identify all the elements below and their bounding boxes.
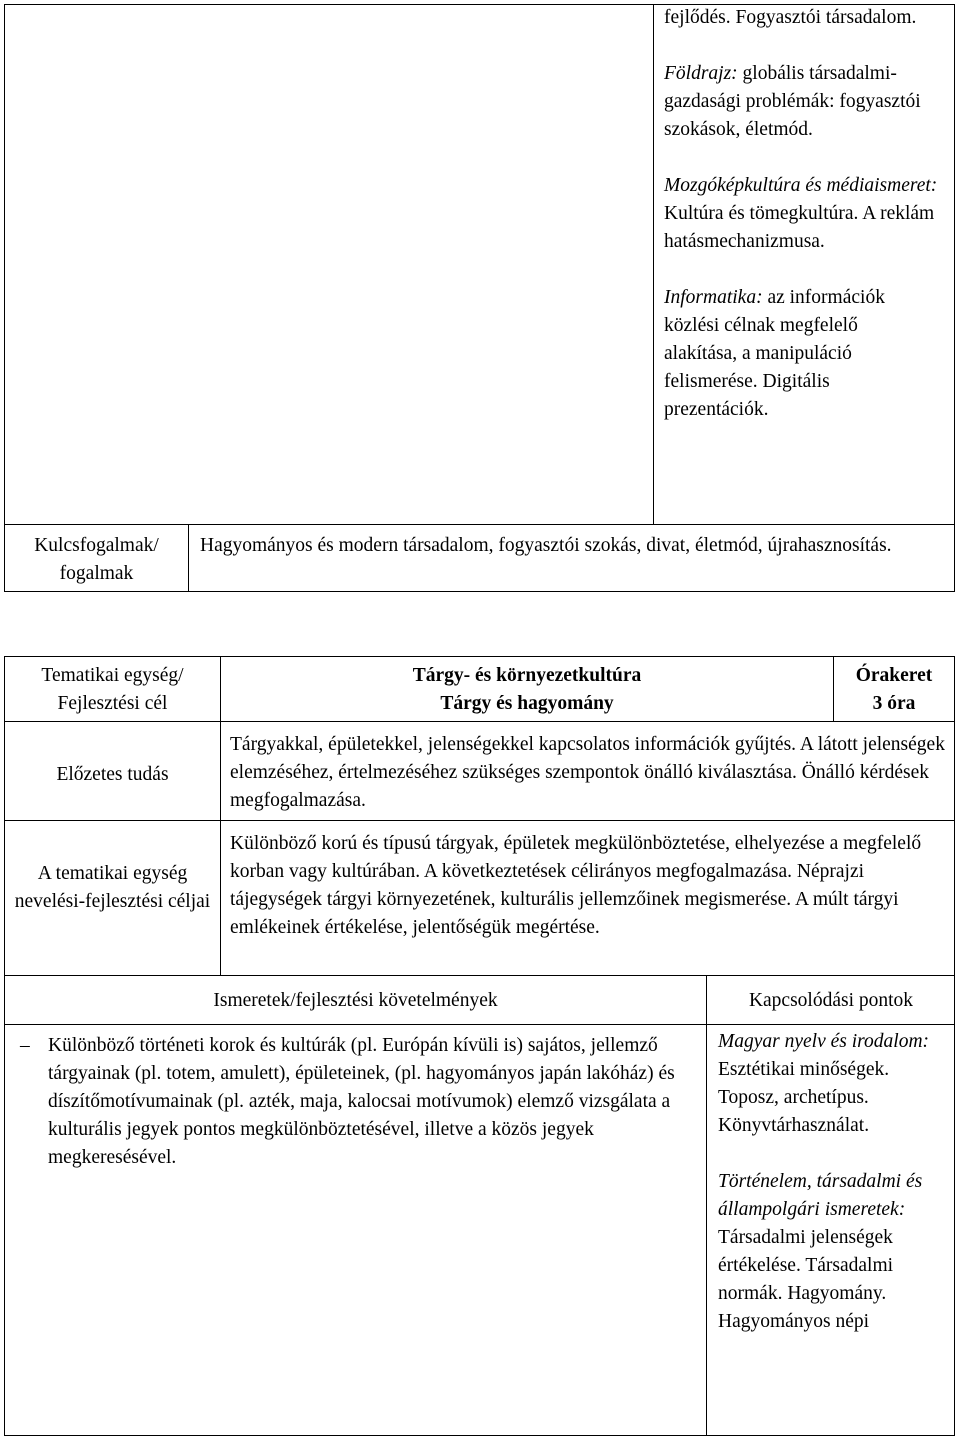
table-top-divider-left — [188, 524, 189, 592]
hours-cell — [836, 662, 952, 718]
prior-knowledge-label: Előzetes tudás — [56, 764, 169, 785]
table-top-row-divider — [4, 524, 955, 525]
unit-title — [224, 662, 830, 718]
links-paragraph: Informatika: az információk közlési célnak megfelelő alakítása, a manipuláció felismerése. Digitális prezentációk. — [664, 287, 885, 420]
unit-hours-divider — [833, 656, 834, 722]
connection-paragraph: Történelem, társadalmi és állampolgári ismeretek: Társadalmi jelenségek értékelése. Társadalmi normák. Hagyomány. Hagyományos népi — [718, 1171, 923, 1332]
list-dash-marker: – — [20, 1035, 30, 1056]
unit-row-divider-1 — [4, 721, 955, 722]
connection-paragraph: Magyar nyelv és irodalom: Esztétikai minőségek. Toposz, archetípus. Könyvtárhasználat. — [718, 1031, 930, 1136]
prior-knowledge-text: Tárgyakkal, épületekkel, jelenségekkel kapcsolatos információk gyűjtés. A látott jelenségek elemzéséhez, értelmezéséhez szükséges szempontok önálló kiválasztása. Önálló kérdések megfogalmazása. — [230, 734, 945, 811]
links-cell-top — [664, 4, 949, 424]
links-paragraph: Földrajz: globális társadalmi-gazdasági problémák: fogyasztói szokások, életmód. — [664, 63, 921, 140]
goals-label: A tematikai egység nevelési-fejlesztési céljai — [14, 863, 211, 912]
unit-title-line2: Tárgy és hagyomány — [440, 693, 614, 714]
unit-left-divider — [220, 656, 221, 976]
unit-label: Tematikai egység/ Fejlesztési cél — [41, 665, 184, 714]
goals-text: Különböző korú és típusú tárgyak, épületek megkülönböztetése, elhelyezése a megfelelő korban vagy kultúrában. A következtetések célirányos megfogalmazása. Néprajzi tájegységek tárgyi környezetének, kulturális jellemzőinek megismerése. A múlt tárgyi emlékeinek értékelése, jelentőségük megértése. — [230, 833, 922, 938]
hours-value: 3 óra — [872, 693, 916, 714]
requirements-list-item — [20, 1032, 698, 1172]
unit-row-divider-3 — [4, 975, 955, 976]
links-paragraph: fejlődés. Fogyasztói társadalom. — [664, 7, 917, 28]
unit-row-divider-2 — [4, 820, 955, 821]
table-top-divider-right — [653, 4, 654, 525]
keywords-label: Kulcsfogalmak/ fogalmak — [34, 535, 159, 584]
requirements-header: Ismeretek/fejlesztési követelmények — [213, 990, 498, 1011]
connections-cell — [718, 1028, 950, 1336]
unit-connections-divider — [706, 975, 707, 1436]
hours-label: Órakeret — [855, 665, 933, 686]
keywords-text: Hagyományos és modern társadalom, fogyasztói szokás, divat, életmód, újrahasznosítás. — [200, 535, 892, 556]
unit-title-line1: Tárgy- és környezetkultúra — [412, 665, 642, 686]
unit-row-divider-4 — [4, 1024, 955, 1025]
requirement-text: Különböző történeti korok és kultúrák (pl. Európán kívüli is) sajátos, jellemző tárgyainak (pl. totem, amulett), épületeinek, (pl. hagyományos japán lakóház) és díszítőmotívumainak (pl. azték, maja, kalocsai motívumok) elemző vizsgálata a kulturális jegyek pontos megkülönböztetésével, illetve a közös jegyek megkeresésével. — [48, 1035, 675, 1168]
connections-header: Kapcsolódási pontok — [748, 990, 914, 1011]
links-paragraph: Mozgóképkultúra és médiaismeret: Kultúra és tömegkultúra. A reklám hatásmechanizmusa. — [664, 175, 938, 252]
